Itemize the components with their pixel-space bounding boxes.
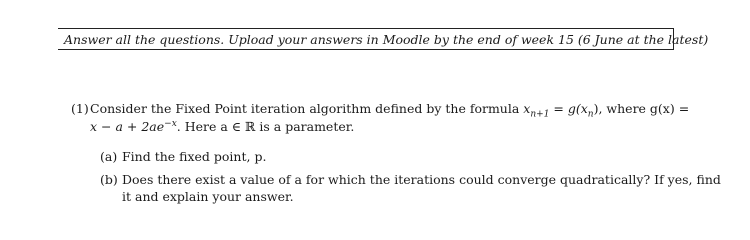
instruction-text: Answer all the questions. Upload your answers in Moodle by the end of week 15 (6 June at the latest): [64, 32, 709, 47]
question-intro-text: Consider the Fixed Point iteration algorithm defined by the formula: [90, 101, 520, 116]
formula-close: ), where g(x) =: [593, 101, 690, 116]
part-b-label: (b): [100, 172, 118, 187]
formula-subscript-n: n: [587, 109, 594, 120]
part-a-text: Find the fixed point, p.: [122, 149, 267, 164]
formula-equals-g: = g(x: [549, 101, 588, 116]
question-parts: [100, 148, 721, 211]
question-1: [71, 100, 690, 136]
part-b: [100, 171, 721, 205]
instruction-box: [58, 28, 709, 50]
g-exponent: −x: [164, 118, 177, 129]
parameter-text: . Here a ∈ ℝ is a parameter.: [176, 119, 355, 134]
part-a-label: (a): [100, 149, 118, 164]
g-expression: x − a + 2ae: [90, 119, 165, 134]
question-line-1: [90, 100, 690, 120]
question-body: [90, 100, 690, 136]
part-b-text-line-2: it and explain your answer.: [122, 189, 294, 204]
formula-x: x: [523, 101, 531, 116]
part-a: [100, 148, 690, 165]
formula-subscript-n1: n+1: [530, 109, 550, 120]
part-b-text-line-1: Does there exist a value of a for which the iterations could converge quadratically? If yes, find: [122, 172, 721, 187]
question-line-2: [90, 118, 681, 136]
question-number: (1): [71, 101, 89, 116]
